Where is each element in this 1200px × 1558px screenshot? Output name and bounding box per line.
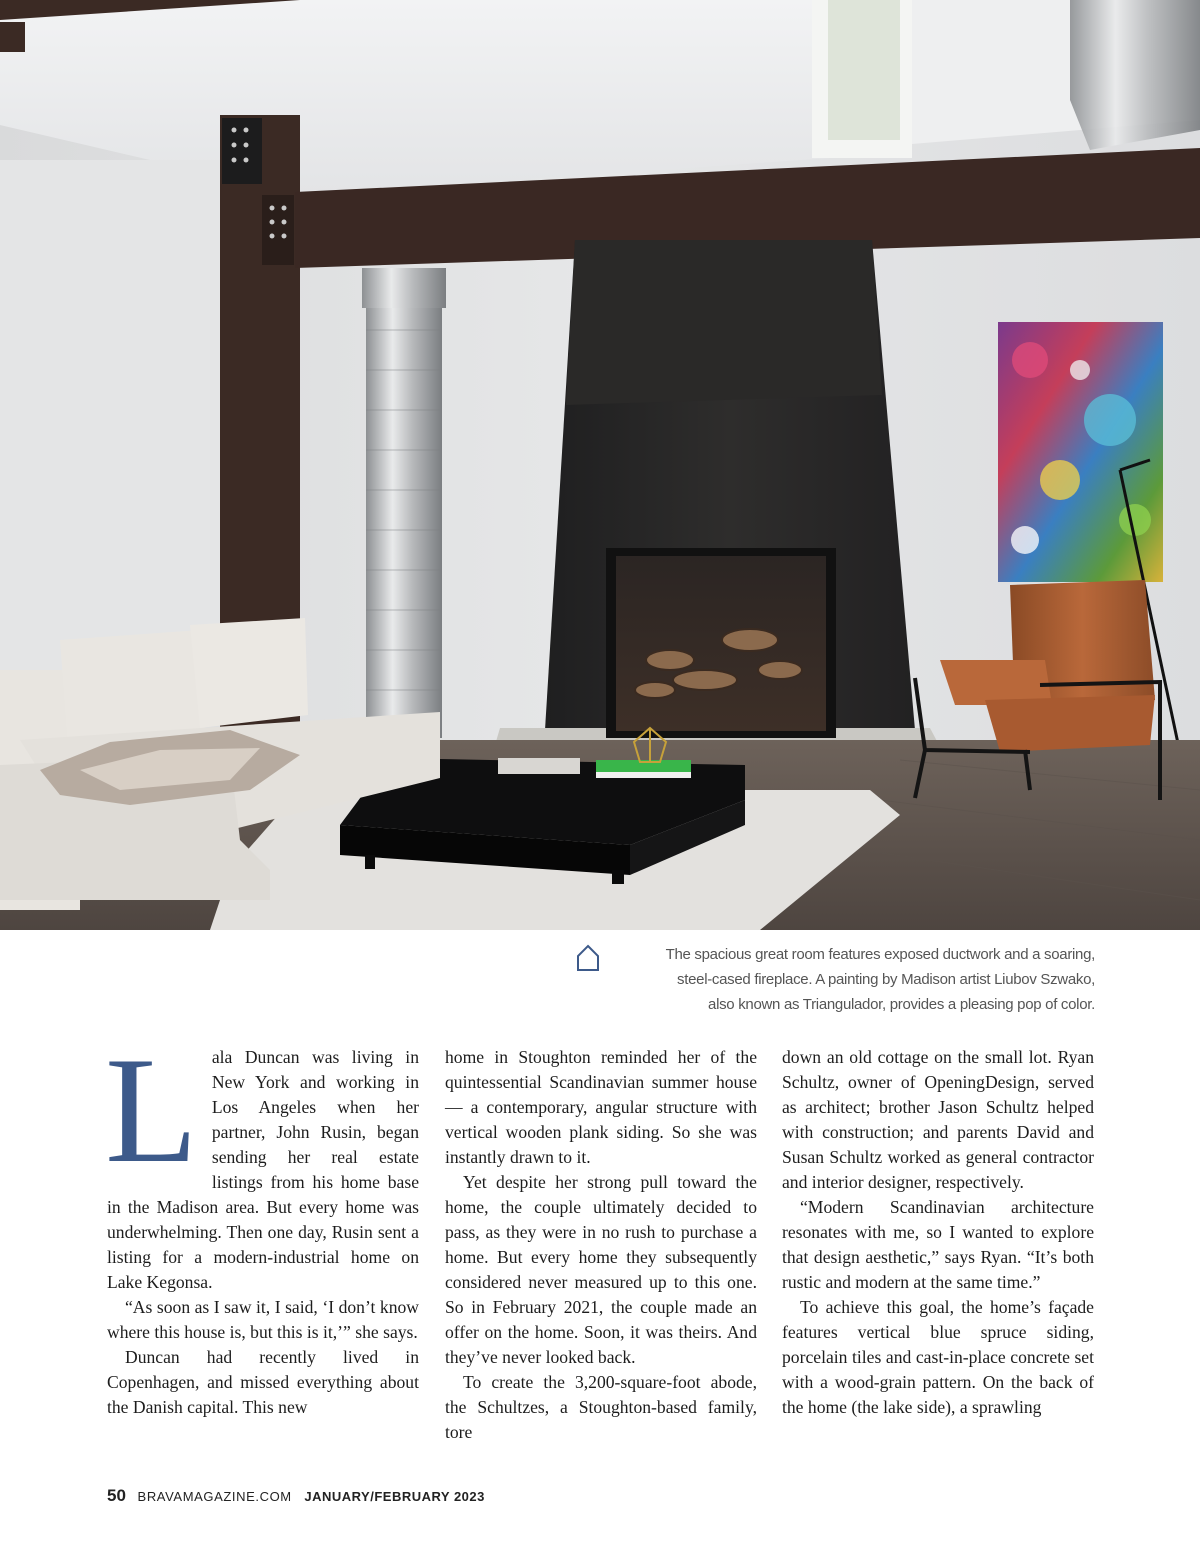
article-paragraph: “Modern Scandinavian architecture resonates with me, so I wanted to explore that design aesthetic,” says Ryan. “It’s both rustic and modern at the same time.” (782, 1197, 1094, 1292)
page-number: 50 (107, 1486, 126, 1505)
article-paragraph (105, 1026, 419, 1295)
issue-date: JANUARY/FEBRUARY 2023 (304, 1489, 485, 1504)
house-outline-icon (576, 944, 600, 972)
article-column-2 (445, 1045, 757, 1445)
article-column-3 (782, 1045, 1094, 1420)
article-paragraph: “As soon as I saw it, I said, ‘I don’t know where this house is, but this is it,’” she says. (107, 1297, 419, 1342)
article-paragraph: To create the 3,200-square-foot abode, the Schultzes, a Stoughton-based family, tore (445, 1372, 757, 1442)
article-paragraph: Duncan had recently lived in Copenhagen, and missed everything about the Danish capital. This new (107, 1347, 419, 1417)
article-paragraph: down an old cottage on the small lot. Ryan Schultz, owner of OpeningDesign, served as architect; brother Jason Schultz helped with construction; and parents David and Susan Schultz worked as general contractor and interior designer, respectively. (782, 1047, 1094, 1192)
page-footer (107, 1486, 485, 1506)
caption-line: The spacious great room features exposed ductwork and a soaring, (665, 946, 1095, 963)
caption-text (605, 942, 1095, 1017)
drop-cap: L (105, 1026, 198, 1194)
paragraph-text: ala Duncan was living in New York and working in Los Angeles when her partner, John Rusin, began sending her real estate listings from his home base in the Madison area. But every home was underwhelming. Then one day, Rusin sent a listing for a modern-industrial home on Lake Kegonsa. (107, 1047, 419, 1292)
article-paragraph: Yet despite her strong pull toward the home, the couple ultimately decided to pass, as they were in no rush to purchase a home. But every home they subsequently considered never measured up to this one. So in February 2021, the couple made an offer on the home. Soon, it was theirs. And they’ve never looked back. (445, 1172, 757, 1367)
caption-line: also known as Triangulador, provides a pleasing pop of color. (708, 996, 1095, 1013)
caption-line: steel-cased fireplace. A painting by Madison artist Liubov Szwako, (677, 971, 1095, 988)
photo-caption (560, 942, 1095, 1022)
article-paragraph: home in Stoughton reminded her of the quintessential Scandinavian summer house — a contemporary, angular structure with vertical wooden plank siding. So she was instantly drawn to it. (445, 1047, 757, 1167)
article-column-1 (105, 1026, 419, 1420)
magazine-website: BRAVAMAGAZINE.COM (137, 1489, 292, 1504)
article-paragraph: To achieve this goal, the home’s façade features vertical blue spruce siding, porcelain tiles and cast-in-place concrete set with a wood-grain pattern. On the back of the home (the lake side), a sprawling (782, 1297, 1094, 1417)
